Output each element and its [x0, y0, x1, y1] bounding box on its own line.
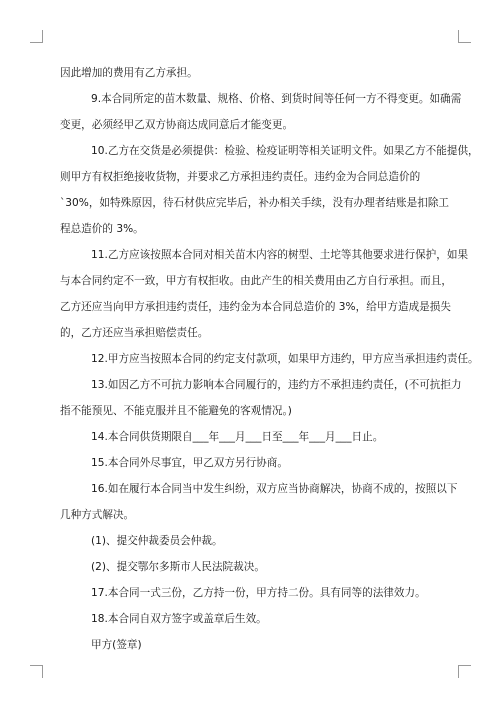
text-line: 11.乙方应该按照本合同对相关苗木内容的树型、土坨等其他要求进行保护，如果	[91, 249, 469, 261]
text-line: 程总造价的 3%。	[60, 223, 144, 235]
text-line: 16.如在履行本合同当中发生纠纷，双方应当协商解决，协商不成的，按照以下	[91, 483, 458, 495]
document-body	[60, 66, 479, 653]
text-line: 15.本合同外尽事宜，甲乙双方另行协商。	[91, 457, 288, 469]
text-line: 9.本合同所定的苗木数量、规格、价格、到货时间等任何一方不得变更。如确需	[91, 93, 462, 105]
text-line: 几种方式解决。	[60, 509, 135, 521]
text-line: 14.本合同供货期限自___年___月___日至___年___月___日止。	[91, 431, 384, 443]
text-line: 13.如因乙方不可抗力影响本合同履行的，违约方不承担违约责任，(不可抗拒力	[91, 379, 462, 391]
crop-mark-top-left	[30, 30, 43, 43]
text-line: (2)、提交鄂尔多斯市人民法院裁决。	[91, 561, 265, 573]
text-line: 甲方(签章)	[91, 639, 142, 651]
crop-mark-bottom-right	[458, 665, 471, 678]
text-line: 因此增加的费用有乙方承担。	[60, 67, 198, 79]
text-line: 乙方还应当向甲方承担违约责任，违约金为本合同总造价的 3%，给甲方造成是损失	[60, 301, 451, 313]
text-line: 12.甲方应当按照本合同的约定支付款项，如果甲方违约，甲方应当承担违约责任。	[91, 353, 479, 365]
text-line: 的，乙方还应当承担赔偿责任。	[60, 327, 209, 339]
crop-mark-top-right	[458, 30, 471, 43]
text-line: 17.本合同一式三份，乙方持一份，甲方持二份。具有同等的法律效力。	[91, 587, 426, 599]
text-line: 与本合同约定不一致，甲方有权拒收。由此产生的相关费用由乙方自行承担。而且，	[60, 275, 452, 287]
text-line: 变更，必须经甲乙双方协商达成同意后才能变更。	[60, 119, 294, 131]
text-line: `30%，如特殊原因，待石材供应完毕后，补办相关手续，没有办理者结账是扣除工	[60, 197, 450, 209]
crop-mark-bottom-left	[30, 665, 43, 678]
text-line: 18.本合同自双方签字或盖章后生效。	[91, 613, 267, 625]
text-line: 则甲方有权拒绝接收货物，并要求乙方承担违约责任。违约金为合同总造价的	[60, 171, 421, 183]
text-line: (1)、提交仲裁委员会仲裁。	[91, 535, 223, 547]
text-line: 指不能预见、不能克服并且不能避免的客观情况。)	[60, 405, 292, 417]
text-line: 10.乙方在交货是必须提供：检验、检疫证明等相关证明文件。如果乙方不能提供，	[91, 145, 479, 157]
